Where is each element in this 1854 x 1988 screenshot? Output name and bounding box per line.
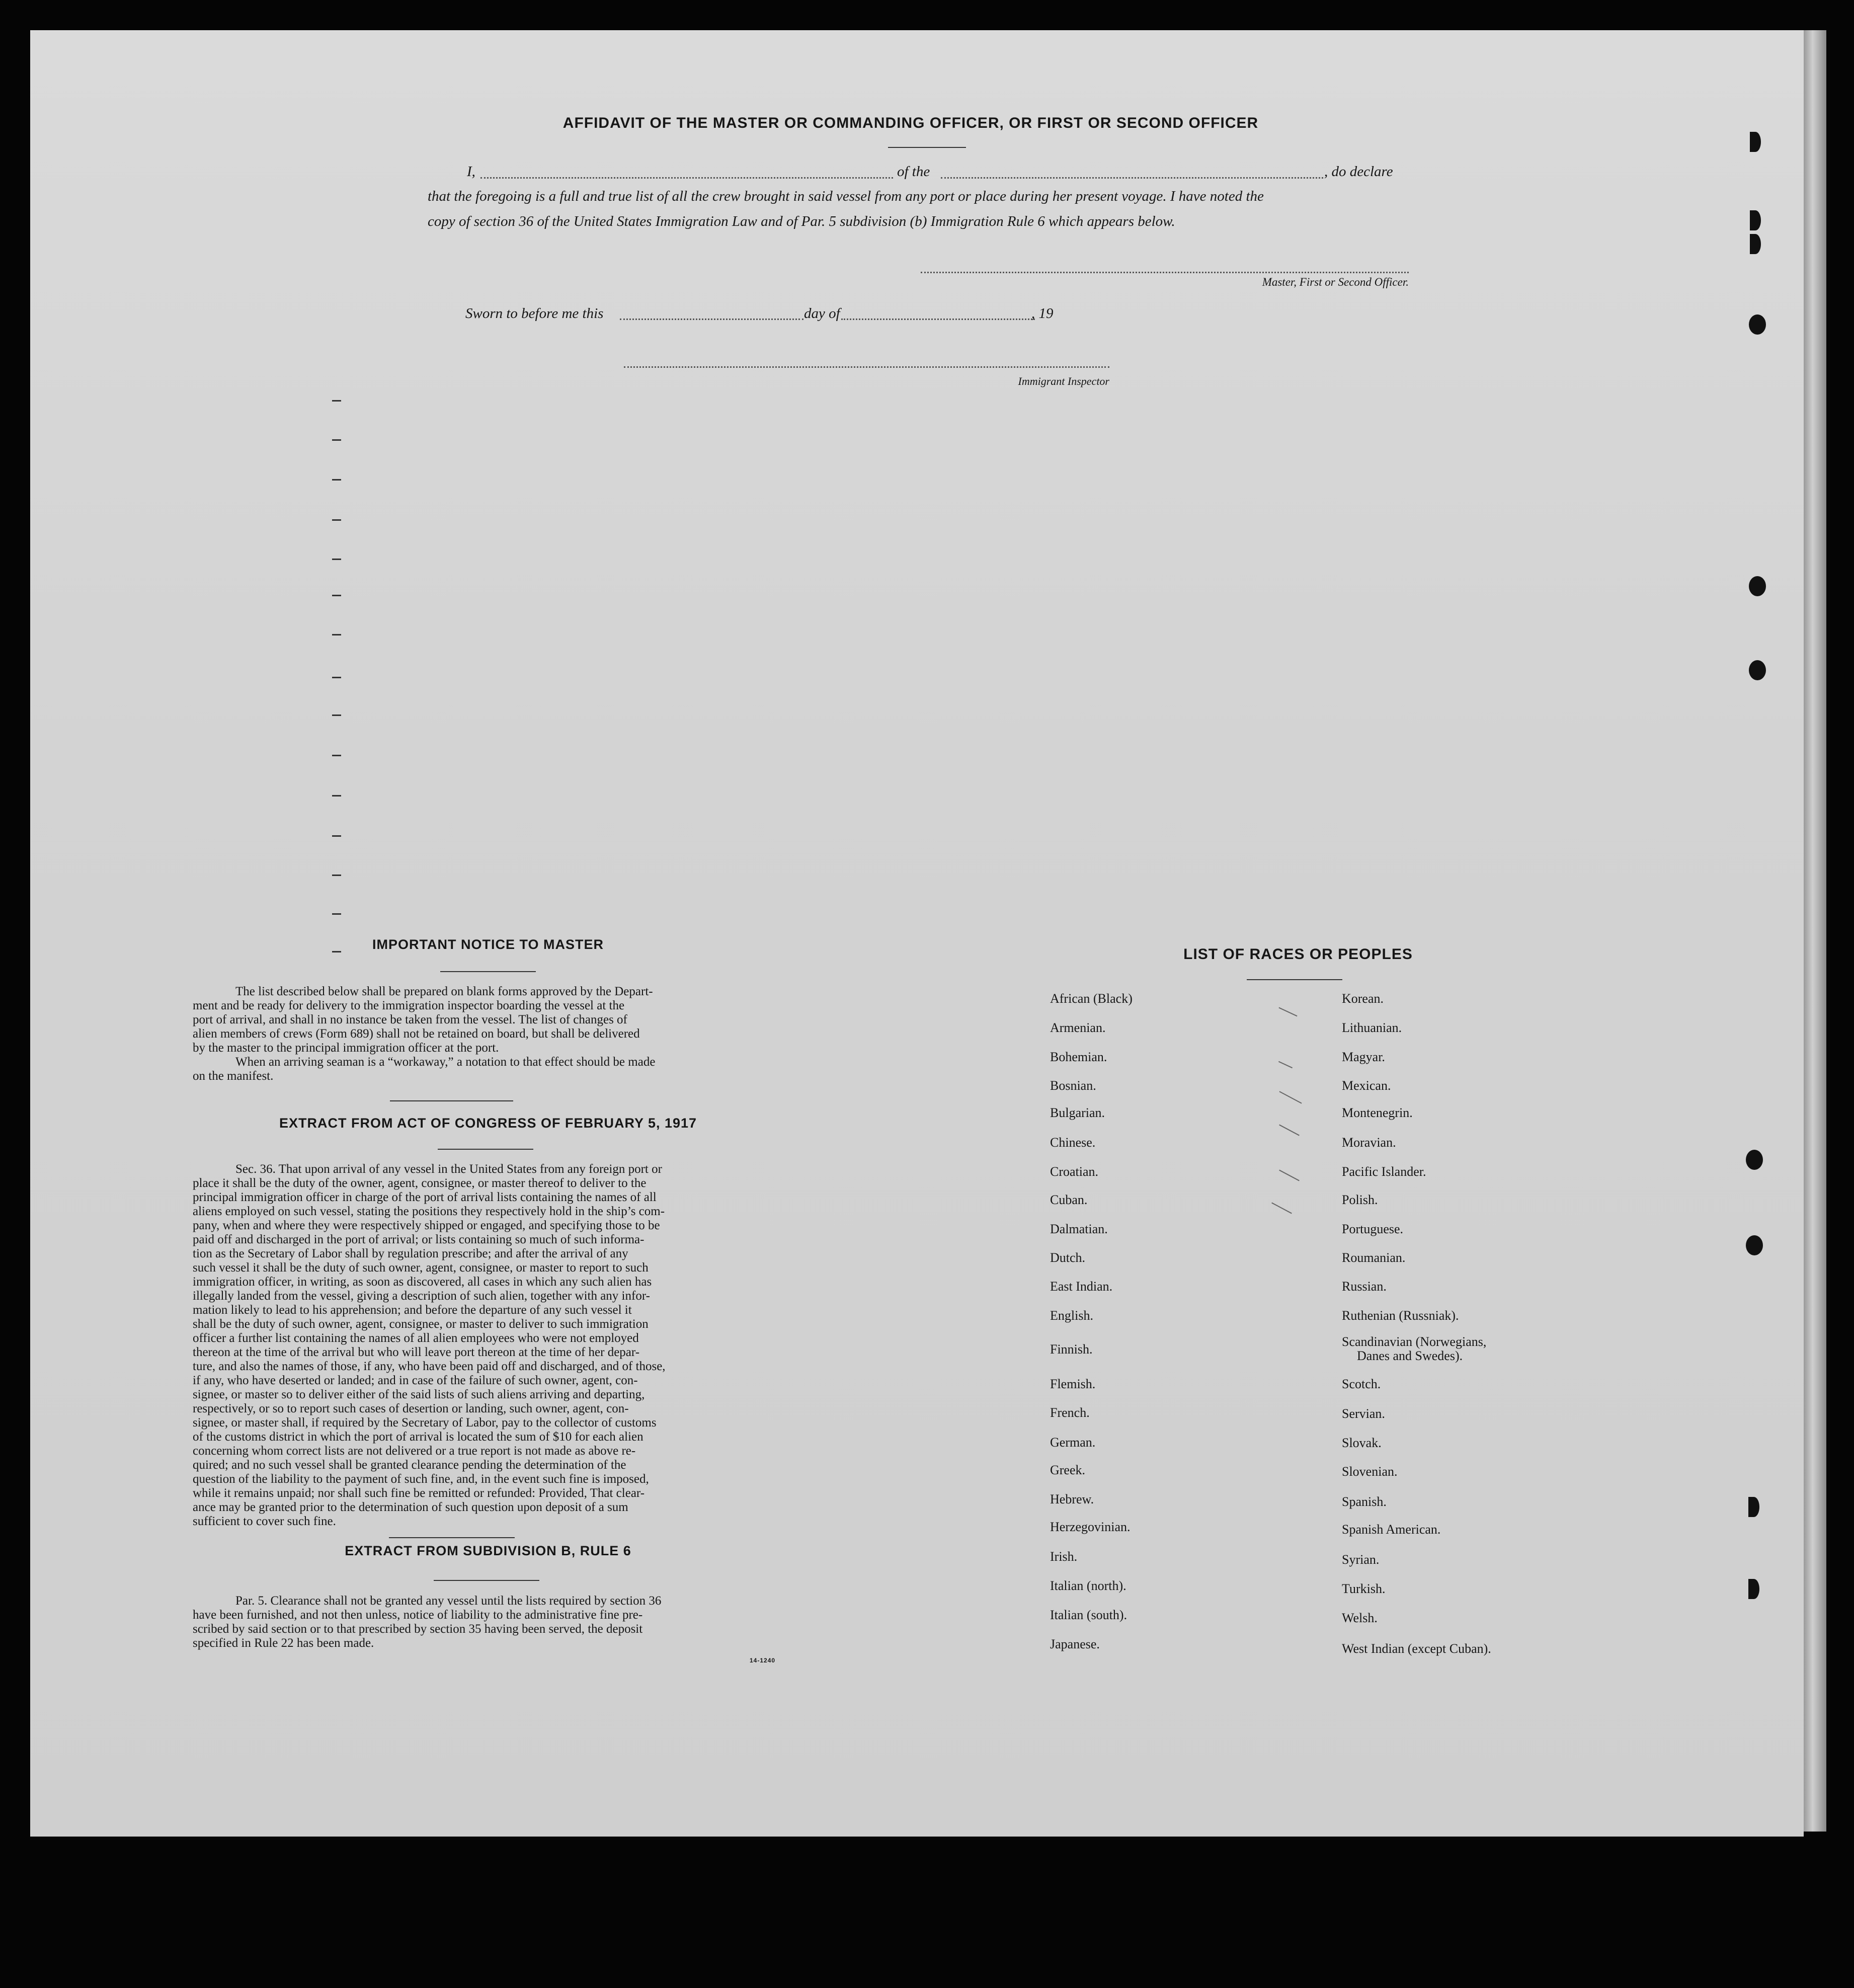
race-item: East Indian.: [1050, 1279, 1113, 1294]
race-item: Bosnian.: [1050, 1078, 1096, 1093]
margin-mark: [332, 835, 341, 837]
act-line: quired; and no such vessel shall be granted clearance pending the determination of the: [193, 1458, 626, 1472]
act-line: officer a further list containing the names of all alien employees who were not employed: [193, 1331, 639, 1345]
race-item: Hebrew.: [1050, 1492, 1094, 1506]
race-item: Montenegrin.: [1342, 1105, 1413, 1120]
section-underline: [1247, 979, 1342, 980]
race-item: West Indian (except Cuban).: [1342, 1641, 1491, 1656]
race-item: Finnish.: [1050, 1342, 1093, 1357]
act-line: ture, and also the names of those, if any, who have been paid off and discharged, and of those,: [193, 1360, 666, 1373]
sworn-label: Sworn to before me this: [465, 305, 604, 322]
act-line: immigration officer, in writing, as soon as discovered, all cases in which any such alien has: [193, 1275, 652, 1289]
race-item: Mexican.: [1342, 1078, 1391, 1093]
margin-mark: [332, 595, 341, 596]
margin-mark: [332, 714, 341, 716]
day-blank: [620, 319, 803, 320]
margin-mark: [332, 795, 341, 797]
rule-line: scribed by said section or to that prescribed by section 35 having been served, the deposit: [193, 1622, 643, 1636]
race-item: Chinese.: [1050, 1135, 1096, 1150]
margin-mark: [332, 559, 341, 560]
race-item: African (Black): [1050, 991, 1133, 1006]
race-item: French.: [1050, 1405, 1090, 1420]
section-divider: [389, 1537, 515, 1538]
act-line: shall be the duty of such owner, agent, consignee, or master to deliver to such immigration: [193, 1317, 649, 1331]
race-item: Magyar.: [1342, 1050, 1385, 1064]
notice-line: on the manifest.: [193, 1069, 274, 1083]
act-line: paid off and discharged in the port of arrival; or lists containing so much of such informa-: [193, 1233, 644, 1246]
race-item: Polish.: [1342, 1192, 1378, 1207]
binder-hole: [1750, 132, 1761, 152]
binder-hole: [1748, 1579, 1759, 1599]
section-divider: [390, 1100, 513, 1101]
race-item: Irish.: [1050, 1549, 1078, 1564]
month-blank: [841, 319, 1035, 320]
binder-hole: [1749, 314, 1766, 335]
binder-hole: [1749, 576, 1766, 596]
margin-mark: [332, 874, 341, 876]
affidavit-i-label: I,: [467, 164, 475, 180]
notice-line: alien members of crews (Form 689) shall not be retained on board, but shall be delivered: [193, 1027, 640, 1041]
day-of-label: day of: [804, 305, 840, 322]
race-item: Scotch.: [1342, 1377, 1381, 1391]
race-item: Welsh.: [1342, 1611, 1378, 1625]
race-item: Portuguese.: [1342, 1222, 1404, 1236]
race-item: Bohemian.: [1050, 1050, 1107, 1064]
race-item: Dalmatian.: [1050, 1222, 1108, 1236]
affidavit-of-the-label: of the: [897, 164, 930, 180]
section-underline: [438, 1149, 533, 1150]
race-item: Spanish.: [1342, 1494, 1387, 1509]
act-line: if any, who have deserted or landed; and in case of the failure of such owner, agent, con-: [193, 1374, 638, 1387]
paper-sheet: [30, 30, 1804, 1837]
act-line: such vessel it shall be the duty of such owner, agent, consignee, or master to report to such: [193, 1261, 649, 1275]
act-line: of the customs district in which the port of arrival is located the sum of $10 for each alien: [193, 1430, 643, 1444]
inspector-signature-line: [624, 366, 1109, 368]
notice-title: IMPORTANT NOTICE TO MASTER: [372, 937, 604, 952]
rule-line: Par. 5. Clearance shall not be granted any vessel until the lists required by section 36: [235, 1594, 662, 1608]
signature-line: [921, 272, 1409, 273]
act-line: sufficient to cover such fine.: [193, 1515, 336, 1528]
race-item: Armenian.: [1050, 1020, 1106, 1035]
binder-hole: [1749, 660, 1766, 680]
race-item: Korean.: [1342, 991, 1384, 1006]
act-line: tion as the Secretary of Labor shall by regulation prescribe; and after the arrival of any: [193, 1247, 628, 1260]
race-item-continued: Danes and Swedes).: [1357, 1348, 1463, 1363]
act-line: illegally landed from the vessel, giving a description of such alien, together with any infor-: [193, 1289, 650, 1303]
notice-line: The list described below shall be prepared on blank forms approved by the Depart-: [235, 985, 653, 998]
race-item: Scandinavian (Norwegians,: [1342, 1334, 1487, 1349]
section-underline: [440, 971, 536, 972]
form-number: 14-1240: [750, 1657, 776, 1664]
race-item: Italian (south).: [1050, 1608, 1127, 1622]
race-item: Servian.: [1342, 1406, 1385, 1421]
rule-line: have been furnished, and not then unless, notice of liability to the administrative fine pre-: [193, 1608, 643, 1622]
margin-mark: [332, 439, 341, 441]
notice-line: ment and be ready for delivery to the immigration inspector boarding the vessel at the: [193, 999, 625, 1012]
act-line: signee, or master so to deliver either of the said lists of such aliens arriving and departing,: [193, 1388, 645, 1401]
race-item: English.: [1050, 1308, 1093, 1323]
act-line: concerning whom correct lists are not delivered or a true report is not made as above re-: [193, 1444, 636, 1458]
race-item: Spanish American.: [1342, 1522, 1441, 1537]
race-item: Italian (north).: [1050, 1578, 1126, 1593]
race-item: Bulgarian.: [1050, 1105, 1105, 1120]
affidavit-text-line: copy of section 36 of the United States Immigration Law and of Par. 5 subdivision (b) Immigration Rule 6 which appears below.: [428, 213, 1175, 229]
race-item: Lithuanian.: [1342, 1020, 1402, 1035]
race-item: Croatian.: [1050, 1164, 1099, 1179]
act-line: signee, or master shall, if required by the Secretary of Labor, pay to the collector of customs: [193, 1416, 657, 1429]
paper-edge: [1804, 30, 1826, 1832]
act-line: place it shall be the duty of the owner, agent, consignee, or master thereof to deliver to the: [193, 1176, 647, 1190]
affidavit-declare-label: , do declare: [1324, 164, 1393, 180]
race-item: Pacific Islander.: [1342, 1164, 1426, 1179]
inspector-caption: Immigrant Inspector: [1018, 375, 1109, 387]
margin-mark: [332, 634, 341, 635]
vessel-blank: [941, 177, 1323, 179]
binder-hole: [1746, 1150, 1763, 1170]
race-item: Slovenian.: [1342, 1464, 1398, 1479]
race-item: Japanese.: [1050, 1637, 1100, 1651]
race-item: Russian.: [1342, 1279, 1387, 1294]
margin-mark: [332, 400, 341, 402]
notice-line: port of arrival, and shall in no instance be taken from the vessel. The list of changes of: [193, 1013, 627, 1026]
race-item: Syrian.: [1342, 1552, 1380, 1567]
binder-hole: [1750, 210, 1761, 230]
extract-act-text: [193, 1162, 779, 1529]
notice-text: [193, 985, 779, 1083]
affidavit-text-line: that the foregoing is a full and true list of all the crew brought in said vessel from any port or place during her present voyage. I have noted the: [428, 188, 1264, 204]
race-item: Flemish.: [1050, 1377, 1096, 1391]
race-item: Moravian.: [1342, 1135, 1396, 1150]
act-line: ance may be granted prior to the determination of such question upon deposit of a sum: [193, 1500, 628, 1514]
notice-line: When an arriving seaman is a “workaway,” a notation to that effect should be made: [235, 1055, 656, 1069]
act-line: Sec. 36. That upon arrival of any vessel in the United States from any foreign port or: [235, 1162, 662, 1176]
affidavit-title: AFFIDAVIT OF THE MASTER OR COMMANDING OFFICER, OR FIRST OR SECOND OFFICER: [562, 115, 1259, 131]
race-item: Ruthenian (Russniak).: [1342, 1308, 1459, 1323]
signature-caption: Master, First or Second Officer.: [1262, 276, 1409, 288]
binder-hole: [1748, 1497, 1759, 1517]
race-item: Cuban.: [1050, 1192, 1088, 1207]
margin-mark: [332, 755, 341, 756]
race-item: Herzegovinian.: [1050, 1520, 1131, 1534]
section-underline: [434, 1580, 539, 1581]
margin-mark: [332, 519, 341, 521]
margin-mark: [332, 677, 341, 678]
act-line: pany, when and where they were respectively shipped or engaged, and specifying those to be: [193, 1219, 660, 1232]
title-underline: [888, 147, 966, 148]
extract-rule-title: EXTRACT FROM SUBDIVISION B, RULE 6: [345, 1543, 631, 1558]
binder-hole: [1746, 1235, 1763, 1255]
year-label: , 19: [1031, 305, 1054, 322]
act-line: mation likely to lead to his apprehension; and before the departure of any such vessel it: [193, 1303, 632, 1317]
name-blank: [480, 177, 893, 179]
act-line: respectively, or so to report such cases of desertion or landing, such owner, agent, con-: [193, 1402, 629, 1415]
race-item: Dutch.: [1050, 1250, 1086, 1265]
races-title: LIST OF RACES OR PEOPLES: [1183, 946, 1413, 963]
act-line: thereon at the time of the arrival but who will leave port thereon at the time of her depar-: [193, 1345, 640, 1359]
rule-line: specified in Rule 22 has been made.: [193, 1636, 374, 1650]
race-item: Slovak.: [1342, 1436, 1382, 1450]
act-line: while it remains unpaid; nor shall such fine be remitted or refunded: Provided, That clear-: [193, 1486, 645, 1500]
act-line: principal immigration officer in charge of the port of arrival lists containing the names of all: [193, 1190, 657, 1204]
act-line: question of the liability to the payment of such fine, and, in the event such fine is imposed,: [193, 1472, 649, 1486]
margin-mark: [332, 479, 341, 481]
extract-rule-text: [193, 1594, 779, 1650]
race-item: Turkish.: [1342, 1581, 1386, 1596]
race-item: German.: [1050, 1435, 1096, 1450]
extract-act-title: EXTRACT FROM ACT OF CONGRESS OF FEBRUARY 5, 1917: [279, 1116, 697, 1131]
margin-mark: [332, 913, 341, 915]
race-item: Roumanian.: [1342, 1250, 1406, 1265]
notice-line: by the master to the principal immigration officer at the port.: [193, 1041, 499, 1055]
act-line: aliens employed on such vessel, stating the positions they respectively hold in the ship’s com-: [193, 1205, 665, 1218]
race-item: Greek.: [1050, 1463, 1086, 1477]
binder-hole: [1750, 234, 1761, 254]
